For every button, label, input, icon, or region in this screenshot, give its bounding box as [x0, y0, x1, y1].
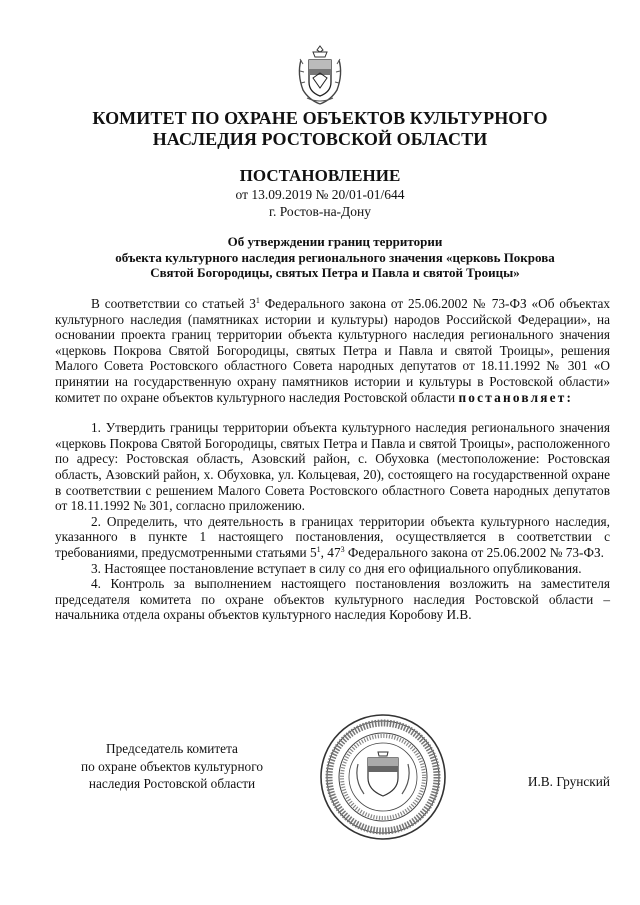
document-date-number: от 13.09.2019 № 20/01-01/644: [235, 187, 405, 202]
item-3-paragraph: 3. Настоящее постановление вступает в силу со дня его официального опубликования.: [91, 560, 582, 576]
subject-line2: объекта культурного наследия регионального значения «церковь Покрова: [115, 249, 555, 265]
organization-name: [60, 108, 580, 150]
item-2-superscript-1: 1: [316, 544, 321, 554]
organization-name-line1: КОМИТЕТ ПО ОХРАНЕ ОБЪЕКТОВ КУЛЬТУРНОГО: [92, 108, 548, 128]
subject-line1: Об утверждении границ территории: [227, 234, 443, 249]
item-2-part2: , 47: [320, 544, 341, 560]
preamble-text-part1: В соответствии со статьей 3: [91, 296, 256, 311]
item-2-part1: 2. Определить, что деятельность в границах территории объекта культурного наследия, указанного в пункте 1 настоящего постановления, осуществляется в соответствии с требованиями, предусмотренными статьями 5: [55, 513, 610, 560]
organization-name-line2: НАСЛЕДИЯ РОСТОВСКОЙ ОБЛАСТИ: [152, 129, 488, 149]
subject-line3: Святой Богородицы, святых Петра и Павла и святой Троицы»: [150, 265, 520, 280]
signatory-title: [62, 740, 282, 793]
official-round-seal-icon: [318, 712, 448, 842]
item-2-paragraph: [55, 514, 610, 561]
signatory-title-line1: Председатель комитета: [106, 741, 238, 756]
item-1-paragraph: 1. Утвердить границы территории объекта культурного наследия регионального значения «церковь Покрова Святой Богородицы, святых Петра и Павла и святой Троицы», расположенного по адресу: Ростовская область, Азовский район, с. Обуховка (местоположение: Ростовская область, Азовский район, х. Обуховка, ул. Кольцевая, 20), состоящего на государственной охране в соответствии с решением Малого Совета Ростовского областного Совета народных депутатов от 18.11.1992 № 301, согласно приложению.: [55, 420, 610, 514]
item-2-superscript-2: 3: [340, 544, 345, 554]
document-type-heading: ПОСТАНОВЛЕНИЕ: [239, 166, 401, 185]
item-2-part3: Федерального закона от 25.06.2002 № 73-ФЗ.: [344, 544, 604, 560]
document-subject: [60, 234, 610, 281]
signatory-title-line3: наследия Ростовской области: [88, 776, 256, 791]
decree-word: постановляет:: [458, 389, 574, 405]
item-4-paragraph: 4. Контроль за выполнением настоящего постановления возложить на заместителя председателя комитета по охране объектов культурного наследия Ростовской области – начальника отдела охраны объектов культурного наследия Коробову И.В.: [55, 576, 610, 623]
document-city: г. Ростов-на-Дону: [268, 204, 371, 219]
signatory-name: И.В. Грунский: [527, 774, 610, 789]
document-body: [55, 296, 610, 623]
preamble-paragraph: [55, 296, 610, 405]
preamble-text-part2: Федерального закона от 25.06.2002 № 73-ФЗ «Об объектах культурного наследия (памятниках истории и культуры) народов Российской Федерации», на основании проекта границ территории объекта культурного наследия регионального значения «церковь Покрова Святой Богородицы, святых Петра и Павла и святой Троицы», решения Малого Совета Ростовского областного Совета народных депутатов от 18.11.1992 № 301 «О принятии на государственную охрану памятников истории и культуры в Ростовской области» комитет по охране объектов культурного наследия Ростовской области: [55, 296, 610, 405]
signatory-title-line2: по охране объектов культурного: [81, 758, 263, 774]
preamble-superscript: 1: [255, 296, 260, 305]
rostov-oblast-coat-of-arms-icon: [295, 42, 345, 108]
